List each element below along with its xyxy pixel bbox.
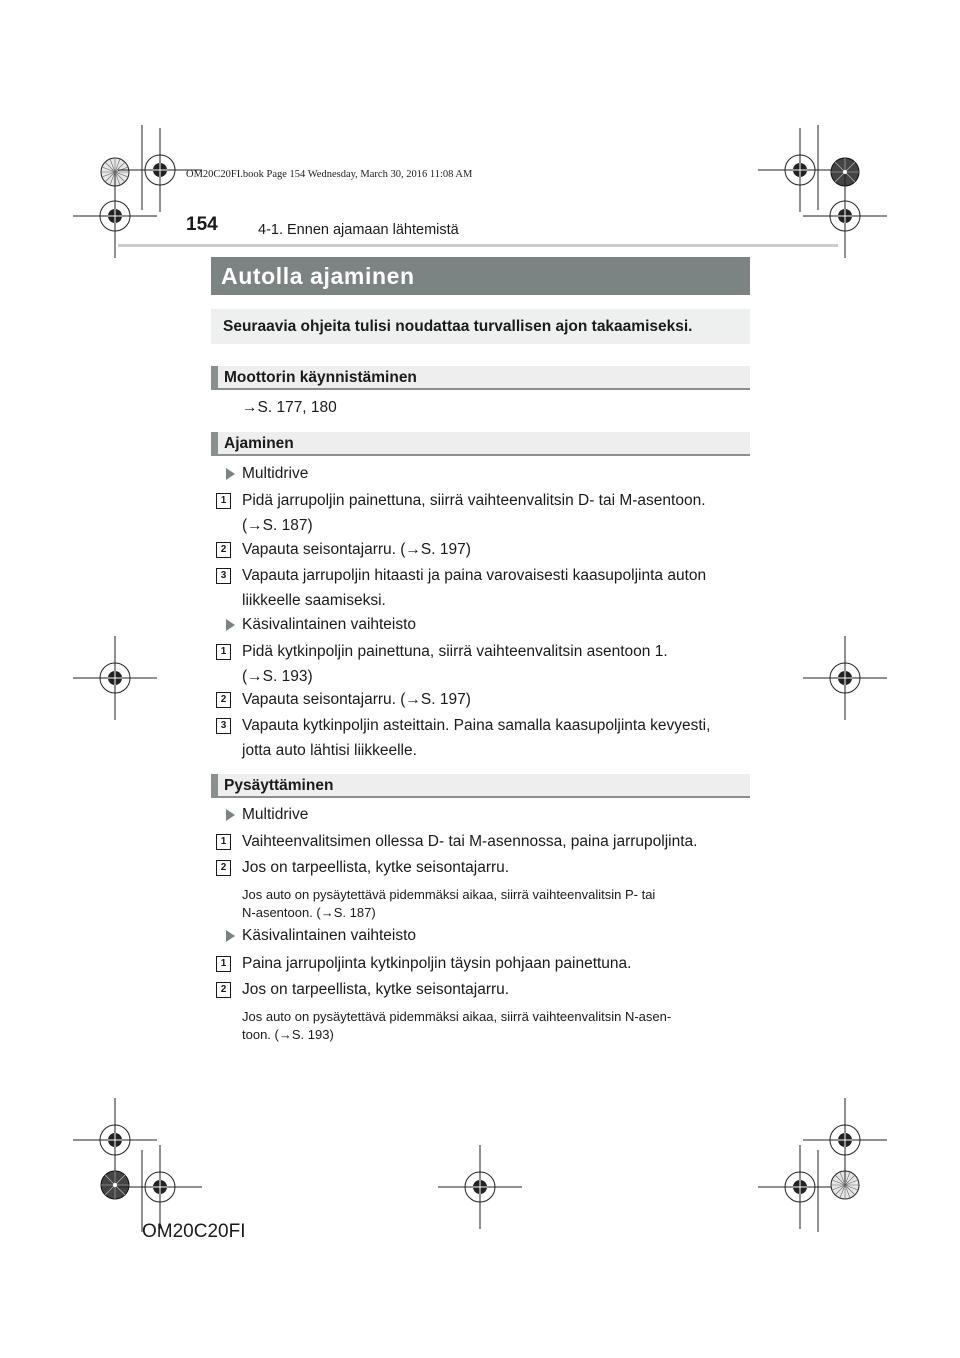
triangle-bullet-icon [226, 930, 235, 942]
triangle-bullet-icon [226, 468, 235, 480]
step-text: Vapauta seisontajarru. (→S. 197) [242, 541, 471, 558]
stopping-manual-label: Käsivalintainen vaihteisto [242, 927, 417, 944]
intro-text: Seuraavia ohjeita tulisi noudattaa turvallisen ajon takaamiseksi. [211, 309, 750, 344]
stopping-multidrive-label: Multidrive [242, 806, 309, 823]
step-text: Pidä kytkinpoljin painettuna, siirrä vaihteenvalitsin asentoon 1. (→S. 193) [242, 643, 668, 685]
step-badge: 1 [216, 956, 231, 972]
step-badge: 3 [216, 568, 231, 584]
subhead-driving: Ajaminen [211, 432, 750, 456]
step-text: Jos on tarpeellista, kytke seisontajarru. [242, 981, 510, 998]
step-text: Paina jarrupoljinta kytkinpoljin täysin pohjaan painettuna. [242, 955, 632, 972]
page-number: 154 [186, 214, 218, 235]
step-text: Vaihteenvalitsimen ollessa D- tai M-asennossa, paina jarrupoljinta. [242, 833, 698, 850]
step-badge: 2 [216, 982, 231, 998]
subhead-stopping: Pysäyttäminen [211, 774, 750, 798]
step-badge: 1 [216, 644, 231, 660]
triangle-bullet-icon [226, 619, 235, 631]
step-badge: 3 [216, 718, 231, 734]
triangle-bullet-icon [226, 809, 235, 821]
driving-multidrive-label: Multidrive [242, 465, 309, 482]
note-text: Jos auto on pysäytettävä pidemmäksi aikaa, siirrä vaihteenvalitsin N-asen- toon. (→S. 193) [242, 1009, 672, 1042]
step-text: Vapauta seisontajarru. (→S. 197) [242, 691, 471, 708]
subhead-start: Moottorin käynnistäminen [211, 366, 750, 390]
step-text: Vapauta kytkinpoljin asteittain. Paina samalla kaasupoljinta kevyesti, jotta auto lähtisi liikkeelle. [242, 717, 711, 759]
start-ref: →S. 177, 180 [242, 399, 337, 416]
step-badge: 2 [216, 542, 231, 558]
book-info: OM20C20FI.book Page 154 Wednesday, March 30, 2016 11:08 AM [186, 169, 473, 180]
step-badge: 2 [216, 692, 231, 708]
page-title: Autolla ajaminen [211, 257, 750, 295]
step-badge: 2 [216, 860, 231, 876]
footer-code: OM20C20FI [142, 1221, 246, 1242]
note-text: Jos auto on pysäytettävä pidemmäksi aikaa, siirrä vaihteenvalitsin P- tai N-asentoon. (→S. 187) [242, 887, 656, 920]
step-text: Jos on tarpeellista, kytke seisontajarru. [242, 859, 510, 876]
driving-manual-label: Käsivalintainen vaihteisto [242, 616, 417, 633]
step-badge: 1 [216, 493, 231, 509]
step-text: Pidä jarrupoljin painettuna, siirrä vaihteenvalitsin D- tai M-asentoon. (→S. 187) [242, 492, 706, 534]
header-divider [118, 244, 838, 247]
section-title: 4-1. Ennen ajamaan lähtemistä [258, 222, 459, 238]
step-badge: 1 [216, 834, 231, 850]
step-text: Vapauta jarrupoljin hitaasti ja paina varovaisesti kaasupoljinta auton liikkeelle saamiseksi. [242, 567, 707, 609]
